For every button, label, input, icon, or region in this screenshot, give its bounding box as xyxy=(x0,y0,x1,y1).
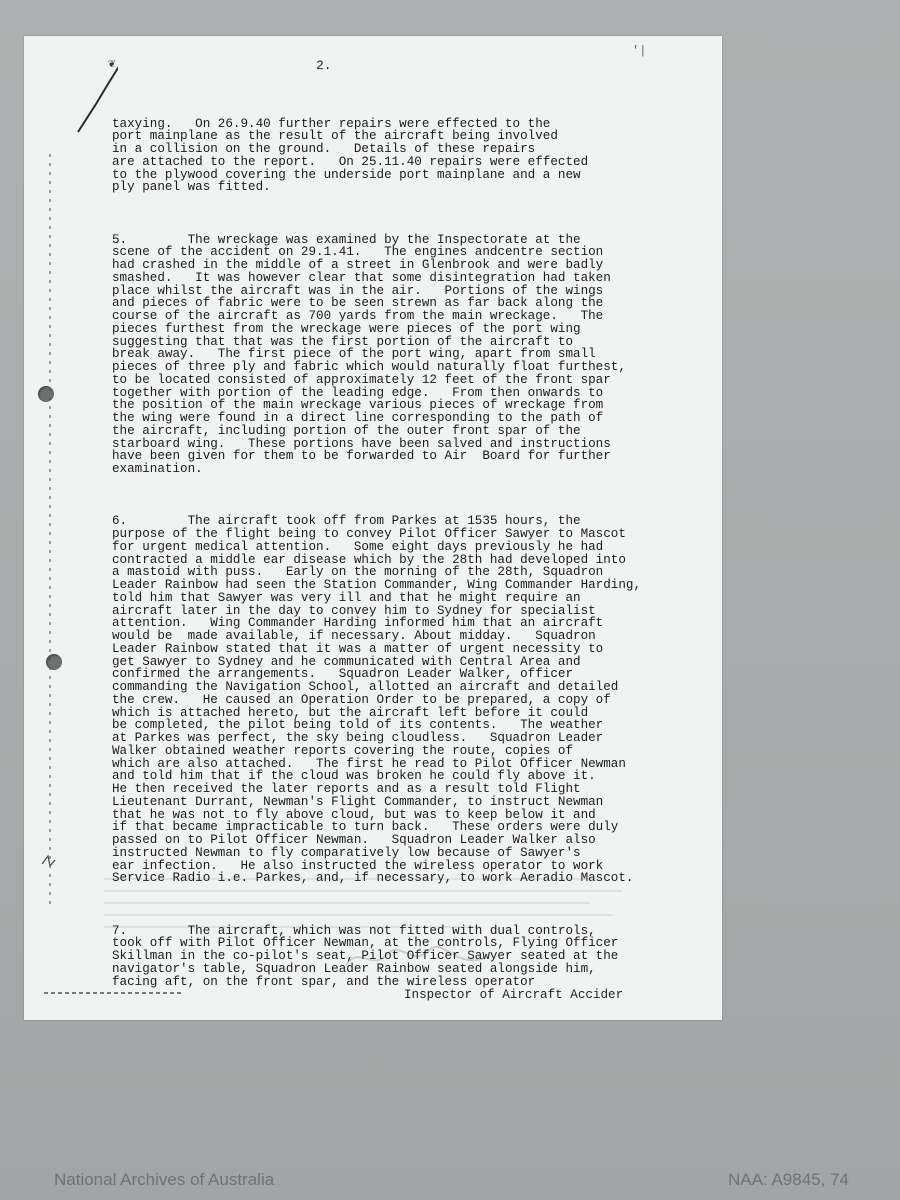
text-line: Lieutenant Durrant, Newman's Flight Commander, to instruct Newman xyxy=(112,794,604,809)
text-line: facing aft, on the front spar, and the wireless operator xyxy=(112,974,536,989)
text-line: get Sawyer to Sydney and he communicated with Central Area and xyxy=(112,654,581,669)
text-line: in a collision on the ground. Details of these repairs xyxy=(112,142,536,156)
text-line: that he was not to fly above cloud, but was to keep below it and xyxy=(112,807,596,822)
text-line: at Parkes was perfect, the sky being cloudless. Squadron Leader xyxy=(112,731,604,745)
text-line: scene of the accident on 29.1.41. The engines andcentre section xyxy=(112,245,604,260)
bottom-left-dash-marks xyxy=(44,988,184,998)
text-line: a mastoid with puss. Early on the morning of the 28th, Squadron xyxy=(112,565,604,580)
text-line: would be made available, if necessary. About midday. Squadron xyxy=(112,629,596,643)
text-line: place whilst the aircraft was in the air. Portions of the wings xyxy=(112,283,604,298)
text-line: attention. Wing Commander Harding informed him that an aircraft xyxy=(112,616,604,631)
text-line: starboard wing. These portions have been salved and instructions xyxy=(112,436,611,451)
text-line: course of the aircraft as 700 yards from the main wreckage. The xyxy=(112,309,604,323)
text-line: smashed. It was however clear that some disintegration had taken xyxy=(112,270,611,285)
text-line: 6. The aircraft took off from Parkes at 1535 hours, the xyxy=(112,514,581,529)
text-line: instructed Newman to fly comparatively low because of Sawyer's xyxy=(112,845,581,860)
text-line: had crashed in the middle of a street in Glenbrook and were badly xyxy=(112,258,604,272)
text-line: 7. The aircraft, which was not fitted with dual controls, xyxy=(112,923,596,938)
text-line: and pieces of fabric were to be seen strewn as far back along the xyxy=(112,296,604,311)
text-line: told him that Sawyer was very ill and that he might require an xyxy=(112,590,581,605)
text-line: suggesting that that was the first portion of the aircraft to xyxy=(112,334,574,349)
text-line: Leader Rainbow stated that it was a matter of urgent necessity to xyxy=(112,641,604,656)
paragraph-5 xyxy=(112,234,652,476)
text-line: together with portion of the leading edge. From then onwards to xyxy=(112,385,604,400)
text-line: Service Radio i.e. Parkes, and, if necessary, to work Aeradio Mascot. xyxy=(112,871,634,886)
text-line: 5. The wreckage was examined by the Inspectorate at the xyxy=(112,232,581,247)
text-line: the aircraft, including portion of the outer front spar of the xyxy=(112,423,581,438)
text-line: aircraft later in the day to convey him to Sydney for specialist xyxy=(112,603,596,618)
text-line: pieces of three ply and fabric which would naturally float furthest, xyxy=(112,360,626,374)
document-page xyxy=(24,36,722,1020)
margin-tick-mark: '| xyxy=(632,44,647,58)
page-number: 2. xyxy=(316,58,332,73)
paragraph-6 xyxy=(112,515,652,885)
bleed-through-text xyxy=(104,868,644,998)
text-line: which are also attached. The first he read to Pilot Officer Newman xyxy=(112,756,626,771)
corner-mark: ❦ xyxy=(108,57,116,71)
faded-signature-image xyxy=(342,941,492,977)
text-line: navigator's table, Squadron Leader Rainbow seated alongside him, xyxy=(112,961,596,976)
text-line: contracted a middle ear disease which by the 28th had developed into xyxy=(112,552,626,567)
signatory-title: Inspector of Aircraft Accider xyxy=(404,988,624,1002)
text-line: Skillman in the co-pilot's seat, Pilot Officer Sawyer seated at the xyxy=(112,949,619,963)
paragraph-continuation xyxy=(112,118,652,195)
text-line: purpose of the flight being to convey Pilot Officer Sawyer to Mascot xyxy=(112,527,626,541)
text-line: ear infection. He also instructed the wireless operator to work xyxy=(112,858,604,873)
text-line: break away. The first piece of the port wing, apart from small xyxy=(112,347,596,362)
text-line: are attached to the report. On 25.11.40 repairs were effected xyxy=(112,154,589,169)
text-line: taxying. On 26.9.40 further repairs were effected to the xyxy=(112,116,551,131)
text-line: the wing were found in a direct line corresponding to the path of xyxy=(112,411,604,425)
text-line: confirmed the arrangements. Squadron Leader Walker, officer xyxy=(112,667,574,682)
archive-credit: National Archives of Australia xyxy=(54,1170,275,1189)
text-line: port mainplane as the result of the aircraft being involved xyxy=(112,129,558,144)
text-line: ply panel was fitted. xyxy=(112,180,271,195)
text-line: to the plywood covering the underside port mainplane and a new xyxy=(112,167,581,182)
text-line: which is attached hereto, but the aircraft left before it could xyxy=(112,705,589,720)
text-line: examination. xyxy=(112,462,203,476)
text-line: have been given for them to be forwarded to Air Board for further xyxy=(112,449,611,464)
text-line: be completed, the pilot being told of its contents. The weather xyxy=(112,718,604,733)
text-line: if that became impracticable to turn back. These orders were duly xyxy=(112,820,619,835)
text-line: pieces furthest from the wreckage were pieces of the port wing xyxy=(112,321,581,336)
text-line: passed on to Pilot Officer Newman. Squadron Leader Walker also xyxy=(112,833,596,847)
text-line: and told him that if the cloud was broken he could fly above it. xyxy=(112,769,596,784)
text-line: the position of the main wreckage various pieces of wreckage from xyxy=(112,398,604,413)
text-line: took off with Pilot Officer Newman, at the controls, Flying Officer xyxy=(112,936,619,951)
text-line: to be located consisted of approximately 12 feet of the front spar xyxy=(112,372,611,387)
text-line: the crew. He caused an Operation Order to be prepared, a copy of xyxy=(112,692,611,707)
text-line: Walker obtained weather reports covering the route, copies of xyxy=(112,743,574,758)
text-line: Leader Rainbow had seen the Station Commander, Wing Commander Harding, xyxy=(112,578,642,592)
text-line: for urgent medical attention. Some eight days previously he had xyxy=(112,539,604,554)
archive-reference: NAA: A9845, 74 xyxy=(728,1170,849,1189)
text-line: He then received the later reports and as a result told Flight xyxy=(112,782,581,796)
left-margin-marks xyxy=(38,44,118,1004)
text-line: commanding the Navigation School, allotted an aircraft and detailed xyxy=(112,680,619,694)
